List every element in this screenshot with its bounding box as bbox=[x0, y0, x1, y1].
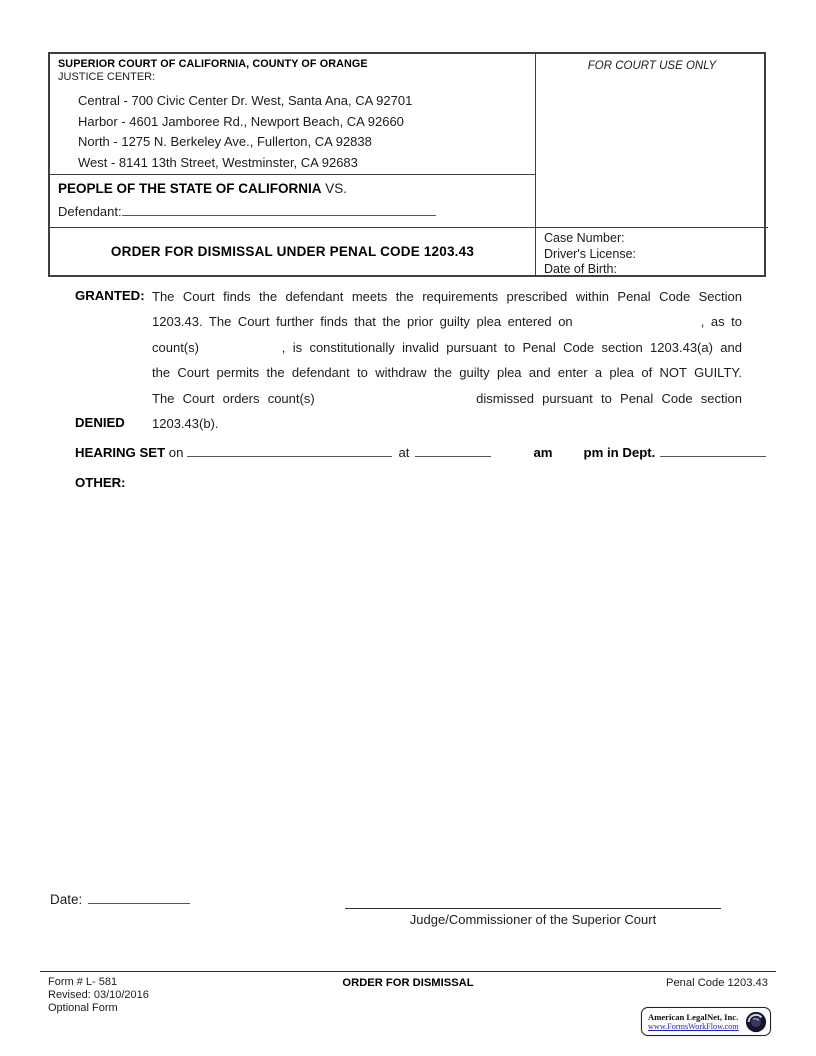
defendant-blank-line bbox=[122, 203, 436, 216]
legalnet-logo bbox=[641, 1007, 771, 1036]
plaintiff-name: PEOPLE OF THE STATE OF CALIFORNIA bbox=[58, 181, 322, 196]
hearing-set-label: HEARING SET bbox=[75, 445, 166, 460]
court-address: North - 1275 N. Berkeley Ave., Fullerton, CA 92838 bbox=[78, 134, 372, 149]
form-number: Form # L- 581 bbox=[48, 976, 118, 988]
dept-line bbox=[660, 444, 766, 457]
pm-dept-label: pm in Dept. bbox=[583, 445, 656, 460]
dismissed-counts-blank bbox=[323, 393, 468, 403]
hearing-date-line bbox=[187, 444, 392, 457]
granted-label: GRANTED: bbox=[75, 288, 145, 303]
footer-divider bbox=[40, 971, 776, 972]
signature-block bbox=[345, 893, 721, 927]
hearing-time-line bbox=[415, 444, 491, 457]
date-row bbox=[50, 891, 190, 907]
defendant-label: Defendant: bbox=[58, 204, 122, 219]
caption-table bbox=[48, 52, 766, 277]
am-label: am bbox=[533, 445, 553, 460]
parties-cell bbox=[50, 174, 535, 227]
hearing-at-label: at bbox=[398, 445, 410, 460]
granted-line: 1203.43. The Court further finds that the prior guilty plea entered on , as to bbox=[152, 314, 742, 330]
counts-blank bbox=[206, 342, 274, 352]
court-use-cell bbox=[535, 54, 768, 227]
granted-line: The Court orders count(s) dismissed pursuant to Penal Code section bbox=[152, 390, 742, 406]
defendant-row bbox=[58, 203, 527, 219]
case-info-cell bbox=[535, 227, 768, 275]
other-label: OTHER: bbox=[75, 475, 126, 490]
hearing-on-label: on bbox=[168, 445, 184, 460]
justice-center-label: JUSTICE CENTER: bbox=[58, 71, 156, 83]
case-number-label: Case Number: bbox=[544, 231, 625, 245]
granted-line: The Court finds the defendant meets the requirements prescribed within Penal Code Section bbox=[152, 289, 742, 304]
granted-line: the Court permits the defendant to withdraw the guilty plea and enter a plea of NOT GUILTY. bbox=[152, 365, 742, 381]
granted-paragraph bbox=[152, 288, 742, 440]
form-title: ORDER FOR DISMISSAL UNDER PENAL CODE 1203.43 bbox=[110, 244, 475, 259]
court-address: Central - 700 Civic Center Dr. West, Santa Ana, CA 92701 bbox=[78, 93, 413, 108]
hearing-set-row bbox=[75, 444, 766, 460]
justice-center-addresses bbox=[58, 91, 527, 173]
court-address: Harbor - 4601 Jamboree Rd., Newport Beach, CA 92660 bbox=[78, 113, 404, 129]
footer-title: ORDER FOR DISMISSAL bbox=[342, 977, 474, 989]
optional-form-label: Optional Form bbox=[48, 1002, 118, 1014]
court-name: SUPERIOR COURT OF CALIFORNIA, COUNTY OF ORANGE bbox=[58, 58, 368, 70]
plea-date-blank bbox=[579, 316, 694, 326]
legalnet-name: American LegalNet, Inc. bbox=[648, 1011, 739, 1022]
drivers-license-label: Driver's License: bbox=[544, 246, 636, 261]
parties-title bbox=[58, 181, 527, 196]
date-blank-line bbox=[88, 891, 190, 904]
form-title-cell bbox=[50, 227, 535, 275]
denied-label: DENIED bbox=[75, 415, 125, 430]
date-of-birth-label: Date of Birth: bbox=[544, 262, 617, 276]
granted-line: count(s) , is constitutionally invalid pursuant to Penal Code section 1203.43(a) and bbox=[152, 339, 742, 355]
revised-date: Revised: 03/10/2016 bbox=[48, 989, 149, 1001]
signature-line bbox=[345, 893, 721, 909]
vs-label: VS. bbox=[325, 181, 348, 196]
court-use-label: FOR COURT USE ONLY bbox=[587, 60, 717, 72]
court-info-cell bbox=[50, 54, 535, 174]
globe-icon bbox=[745, 1011, 767, 1033]
granted-line: 1203.43(b). bbox=[152, 415, 219, 431]
court-address: West - 8141 13th Street, Westminster, CA 92683 bbox=[78, 154, 358, 170]
footer-penal-code: Penal Code 1203.43 bbox=[665, 977, 768, 989]
date-label: Date: bbox=[50, 892, 83, 907]
formsworkflow-link: www.FormsWorkFlow.com bbox=[648, 1021, 739, 1031]
signature-caption: Judge/Commissioner of the Superior Court bbox=[409, 912, 657, 927]
